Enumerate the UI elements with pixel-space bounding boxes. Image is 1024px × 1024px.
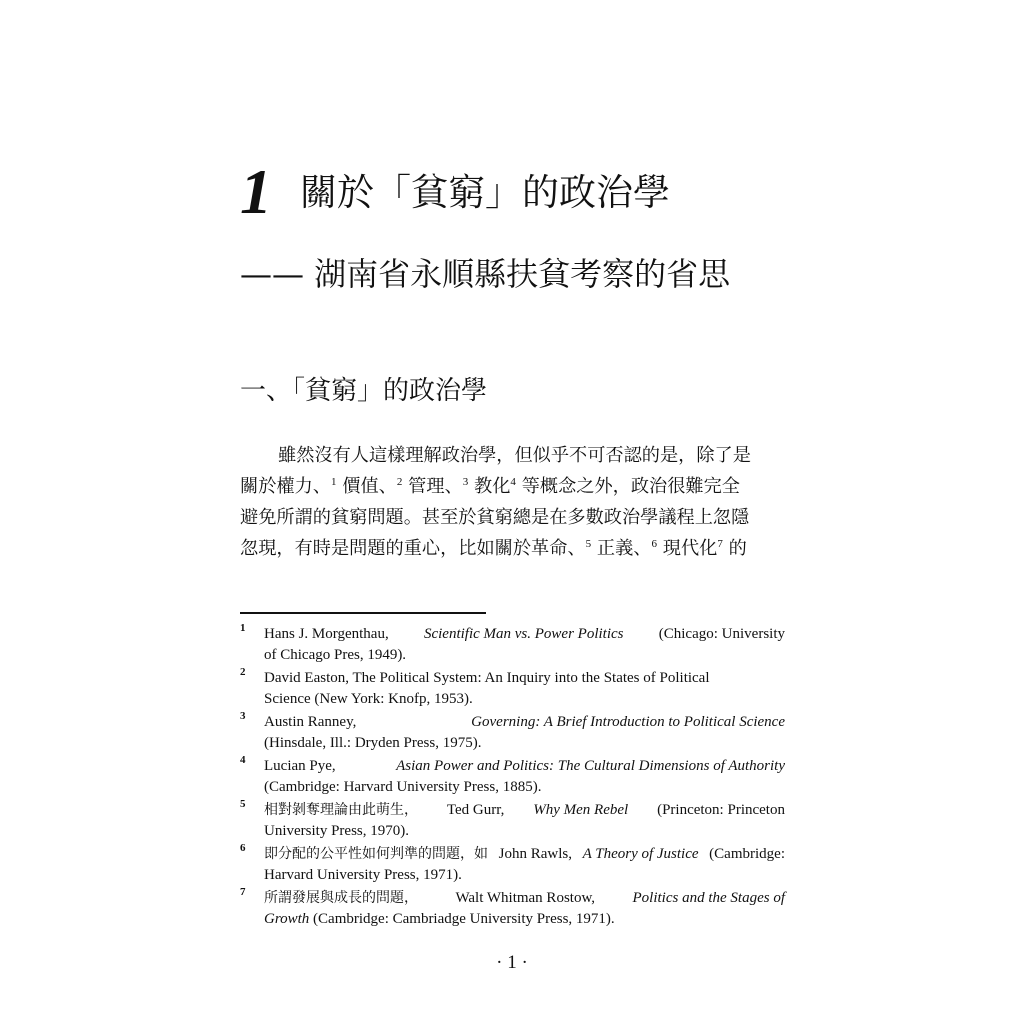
- footnote-line: [264, 712, 785, 733]
- body-text-segment: 等概念之外，政治很難完全: [521, 476, 740, 497]
- footnote-ref[interactable]: 7: [717, 537, 723, 550]
- footnote-line: [264, 756, 785, 777]
- footnote-number: 5: [240, 798, 246, 810]
- footnote-2: [240, 668, 785, 710]
- chapter-main-title: 關於「貧窮」的政治學: [300, 171, 670, 214]
- footnote-line: [264, 800, 785, 821]
- footnote-author: Lucian Pye,: [264, 758, 336, 774]
- footnote-title: Scientific Man vs. Power Politics: [423, 626, 624, 642]
- footnote-line: University Press, 1970).: [264, 823, 409, 839]
- body-text-segment: 教化: [474, 476, 511, 497]
- body-line-1: [240, 440, 785, 471]
- body-text-segment: 管理、: [408, 476, 463, 497]
- body-text-segment: 的: [728, 538, 747, 559]
- body-line-3: [240, 502, 785, 533]
- footnote-ref[interactable]: 2: [396, 475, 403, 488]
- footnote-ref[interactable]: 1: [330, 475, 337, 488]
- footnote-3: [240, 712, 785, 754]
- footnote-title: Growth: [264, 911, 310, 927]
- footnote-number: 3: [240, 710, 246, 722]
- footnote-number: 4: [240, 754, 246, 766]
- footnote-divider: [240, 612, 486, 614]
- footnote-line: [264, 668, 785, 689]
- body-line-4: [240, 533, 785, 564]
- footnote-author: Walt Whitman Rostow,: [455, 890, 596, 906]
- footnote-title: A Theory of Justice: [582, 846, 699, 862]
- body-text-segment: 忽現，有時是問題的重心，比如關於革命、: [240, 538, 586, 559]
- footnote-line: (Cambridge: Harvard University Press, 1885).: [264, 779, 542, 795]
- footnote-title: Politics and the Stages of: [632, 890, 785, 906]
- footnote-publisher: (Chicago: University: [658, 626, 785, 642]
- chapter-number: 1: [240, 156, 272, 227]
- page-number: · 1 ·: [496, 952, 528, 973]
- footnote-line: [264, 624, 785, 645]
- body-line-2: [240, 471, 785, 502]
- footnote-6: [240, 844, 785, 886]
- footnote-5: [240, 800, 785, 842]
- footnote-title: Governing: A Brief Introduction to Political Science: [471, 714, 785, 730]
- footnote-ref[interactable]: 5: [585, 537, 592, 550]
- footnote-note: 相對剝奪理論由此萌生，: [264, 802, 418, 818]
- footnote-author: Ted Gurr,: [446, 802, 505, 818]
- body-text-segment: 雖然沒有人這樣理解政治學，但似乎不可否認的是，除了是: [278, 445, 751, 466]
- footnote-line: [264, 909, 785, 930]
- footnote-note: 所謂發展與成長的問題，: [264, 890, 418, 906]
- footnote-line: (Hinsdale, Ill.: Dryden Press, 1975).: [264, 735, 482, 751]
- body-text-segment: 現代化: [662, 538, 718, 559]
- body-text-segment: 正義、: [596, 538, 652, 559]
- footnote-author: Austin Ranney,: [264, 714, 357, 730]
- footnote-number: 2: [240, 666, 246, 678]
- footnote-ref[interactable]: 6: [651, 537, 657, 550]
- footnote-title: Asian Power and Politics: The Cultural Dimensions of Authority: [396, 758, 785, 774]
- footnote-line: [264, 888, 785, 909]
- footnote-title: Why Men Rebel: [533, 802, 629, 818]
- footnote-line: of Chicago Pres, 1949).: [264, 647, 407, 663]
- section-heading: 一、「貧窮」的政治學: [240, 376, 488, 406]
- body-text-segment: 關於權力、: [240, 476, 331, 497]
- footnote-note: 即分配的公平性如何判準的問題，如: [264, 846, 488, 862]
- chapter-subtitle: —— 湖南省永順縣扶貧考察的省思: [240, 255, 731, 293]
- footnote-publisher: (Cambridge: Cambriadge University Press, 1971).: [313, 911, 615, 927]
- footnote-7: [240, 888, 785, 930]
- body-text-segment: 避免所謂的貧窮問題。甚至於貧窮總是在多數政治學議程上忽隱: [240, 507, 750, 528]
- footnote-line: Science (New York: Knofp, 1953).: [264, 691, 473, 707]
- footnote-line: Harvard University Press, 1971).: [264, 867, 462, 883]
- body-text-group: [240, 471, 740, 502]
- footnote-4: [240, 756, 785, 798]
- footnote-text: David Easton, The Political System: An Inquiry into the States of Political: [264, 670, 710, 686]
- footnote-ref[interactable]: 3: [462, 475, 469, 488]
- footnote-publisher: (Cambridge:: [709, 846, 785, 862]
- footnote-number: 7: [240, 886, 246, 898]
- footnote-author: Hans J. Morgenthau,: [264, 626, 389, 642]
- body-text-segment: 價值、: [342, 476, 397, 497]
- footnotes: [240, 624, 785, 932]
- body-text-group: [240, 533, 747, 564]
- footnote-ref[interactable]: 4: [510, 475, 516, 488]
- footnote-1: [240, 624, 785, 666]
- footnote-line: [264, 844, 785, 865]
- footnote-publisher: (Princeton: Princeton: [657, 802, 785, 818]
- footnote-number: 6: [240, 842, 246, 854]
- body-paragraph: [240, 440, 785, 564]
- footnote-author: John Rawls,: [498, 846, 572, 862]
- footnote-number: 1: [240, 622, 246, 634]
